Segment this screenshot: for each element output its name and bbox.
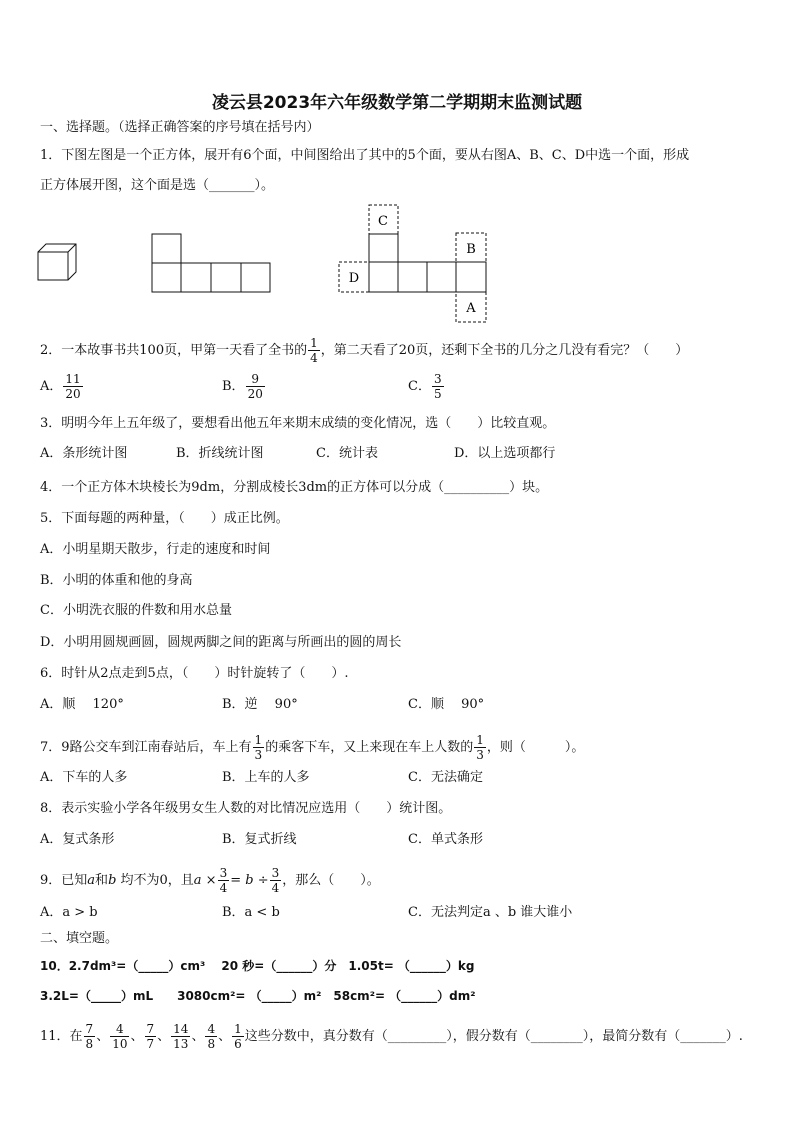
cube-figure xyxy=(38,244,76,280)
q7-option-c: C．无法确定 xyxy=(408,770,483,785)
q6-option-a: A．顺 120° xyxy=(40,697,124,712)
q5-option-d: D．小明用圆规画圆，圆规两脚之间的距离与所画出的圆的周长 xyxy=(40,635,402,650)
q1-line2: 正方体展开图，这个面是选（_______）。 xyxy=(40,178,275,193)
q5-option-b: B．小明的体重和他的身高 xyxy=(40,573,193,588)
q11-fraction: $\frac{4}{10}$ xyxy=(112,1022,128,1051)
section-1-heading: 一、选择题。（选择正确答案的序号填在括号内） xyxy=(40,120,320,135)
section-2-heading: 二、填空题。 xyxy=(40,931,119,946)
q11-fraction: $\frac{14}{13}$ xyxy=(173,1022,189,1051)
q11-fraction: $\frac{4}{8}$ xyxy=(207,1022,216,1051)
q3-option-b: B．折线统计图 xyxy=(176,446,264,461)
q5-option-a: A．小明星期天散步，行走的速度和时间 xyxy=(40,542,271,557)
q2-stem: 2．一本故事书共100页，甲第一天看了全书的 $\frac{1}{4}$ ，第二天看了20页，还剩下全书的几分之几没有看完？（ ） xyxy=(40,336,689,365)
q7-option-a: A．下车的人多 xyxy=(40,770,128,785)
options-net-figure xyxy=(339,205,486,322)
q6-stem: 6．时针从2点走到5点，（ ）时针旋转了（ ）. xyxy=(40,666,349,681)
q11-stem: 11．在 $\frac{7}{8}$ 、 $\frac{4}{10}$ 、 $\frac{7}{7}$ 、 $\frac{14}{13}$ 、 $\frac{4}{8}$ 、 $\frac{1}{6}$ 这些分数中，真分数有（_________），假分数有（________），最简分数有（_______）. xyxy=(40,1022,743,1051)
q3-option-c: C．统计表 xyxy=(316,446,378,461)
q2-option-c: C． $\frac{3}{5}$ xyxy=(408,372,442,401)
face-label-a: A xyxy=(466,301,476,316)
q8-option-a: A．复式条形 xyxy=(40,832,115,847)
q4-stem: 4．一个正方体木块棱长为9dm，分割成棱长3dm的正方体可以分成（__________）块。 xyxy=(40,480,549,495)
face-label-c: C xyxy=(378,214,388,229)
q6-option-c: C．顺 90° xyxy=(408,697,485,712)
q3-option-d: D．以上选项都行 xyxy=(454,446,556,461)
q11-fraction: $\frac{1}{6}$ xyxy=(234,1022,242,1051)
q2-option-b: B． $\frac{9}{20}$ xyxy=(222,372,263,401)
q10-line2: 3.2L=（_____）mL 3080cm²= （_____）m² 58cm²= （______）dm² xyxy=(40,989,476,1003)
q9-stem: 9．已知a和b 均不为0，且a × $\frac{3}{4}$ = b ÷ $\frac{3}{4}$ ，那么（ ）。 xyxy=(40,866,380,895)
q7-fraction-1: $\frac{1}{3}$ xyxy=(254,733,263,762)
q8-option-c: C．单式条形 xyxy=(408,832,483,847)
q5-stem: 5．下面每题的两种量，（ ）成正比例。 xyxy=(40,511,289,526)
q3-stem: 3．明明今年上五年级了，要想看出他五年来期末成绩的变化情况，选（ ）比较直观。 xyxy=(40,416,556,431)
q11-fraction: $\frac{7}{7}$ xyxy=(146,1022,155,1051)
q1-line1: 1．下图左图是一个正方体，展开有6个面，中间图给出了其中的5个面，要从右图A、B、C、D中选一个面，形成 xyxy=(40,148,690,163)
q9-fraction-1: $\frac{3}{4}$ xyxy=(219,866,228,895)
q7-stem: 7．9路公交车到江南春站后，车上有 $\frac{1}{3}$ 的乘客下车，又上来现在车上人数的 $\frac{1}{3}$ ，则（ ）。 xyxy=(40,733,585,762)
q7-option-b: B．上车的人多 xyxy=(222,770,310,785)
q9-option-c: C．无法判定a 、b 谁大谁小 xyxy=(408,905,573,920)
q9-option-b: B．a < b xyxy=(222,905,280,920)
face-label-d: D xyxy=(348,271,360,286)
q11-fraction: $\frac{7}{8}$ xyxy=(85,1022,94,1051)
q8-option-b: B．复式折线 xyxy=(222,832,297,847)
face-label-b: B xyxy=(466,242,476,257)
q6-option-b: B．逆 90° xyxy=(222,697,298,712)
page-title: 凌云县2023年六年级数学第二学期期末监测试题 xyxy=(211,93,583,113)
q1-figures xyxy=(30,200,500,325)
q5-option-c: C．小明洗衣服的件数和用水总量 xyxy=(40,603,232,618)
q8-stem: 8．表示实验小学各年级男女生人数的对比情况应选用（ ）统计图。 xyxy=(40,801,452,816)
q7-fraction-2: $\frac{1}{3}$ xyxy=(476,733,484,762)
q9-fraction-2: $\frac{3}{4}$ xyxy=(271,866,280,895)
q10-line1: 10．2.7dm³=（_____）cm³ 20 秒=（______）分 1.05t= （______）kg xyxy=(40,959,475,973)
q9-option-a: A．a > b xyxy=(40,905,98,920)
q3-option-a: A．条形统计图 xyxy=(40,446,128,461)
q2-fraction: $\frac{1}{4}$ xyxy=(310,336,318,365)
q2-option-a: A． $\frac{11}{20}$ xyxy=(40,372,81,401)
partial-net-figure xyxy=(152,234,270,292)
